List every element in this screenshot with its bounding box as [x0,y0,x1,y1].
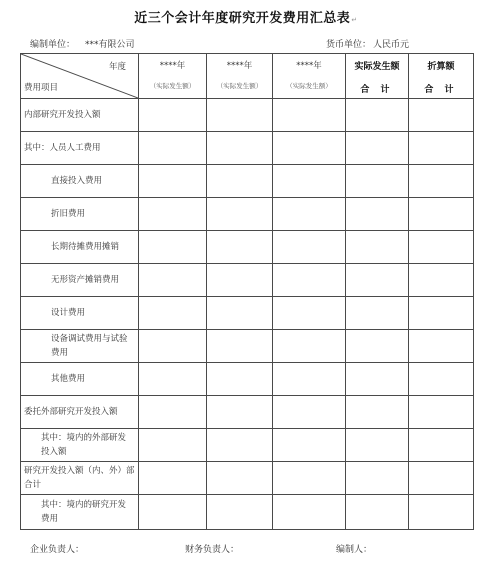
value-cell[interactable] [139,264,207,297]
preparing-unit [30,37,135,50]
row-label: 其中：境内的外部研发投入额 [41,433,127,457]
table-row [21,363,474,396]
row-label: 长期待摊费用摊销 [51,242,120,252]
actual-total-header: 实际发生额 [354,62,400,72]
row-label: 无形资产摊销费用 [51,275,120,285]
currency-unit [326,37,409,50]
value-cell[interactable] [273,99,346,132]
value-cell[interactable] [139,363,207,396]
value-cell[interactable] [139,495,207,530]
row-label: 委托外部研究开发投入额 [24,407,118,417]
value-cell[interactable] [273,132,346,165]
table-row [21,330,474,363]
table-row [21,132,474,165]
value-cell[interactable] [207,165,273,198]
legal-person-signature [30,542,84,555]
value-cell[interactable] [139,231,207,264]
corner-cell [21,54,139,99]
value-cell[interactable] [139,396,207,429]
value-cell[interactable] [207,198,273,231]
year-column-2 [207,54,273,99]
preparer-label: 编制人： [336,545,373,555]
value-cell[interactable] [346,99,409,132]
value-cell[interactable] [207,231,273,264]
table-row [21,264,474,297]
value-cell[interactable] [346,297,409,330]
row-label: 设备调试费用与试验费用 [51,334,128,358]
table-header-row [21,54,474,99]
table-row [21,198,474,231]
value-cell[interactable] [409,198,474,231]
table-row [21,429,474,462]
value-cell[interactable] [139,132,207,165]
value-cell[interactable] [273,462,346,495]
value-cell[interactable] [273,165,346,198]
value-cell[interactable] [273,363,346,396]
value-cell[interactable] [273,231,346,264]
row-label-cell [21,132,139,165]
value-cell[interactable] [273,429,346,462]
row-label-cell [21,165,139,198]
value-cell[interactable] [409,132,474,165]
row-label-cell [21,396,139,429]
row-label: 其他费用 [51,374,86,384]
converted-total-header: 折算额 [427,62,455,72]
preparer-signature [336,542,372,555]
value-cell[interactable] [139,462,207,495]
value-cell[interactable] [409,99,474,132]
value-cell[interactable] [207,495,273,530]
value-cell[interactable] [409,330,474,363]
row-label-cell [21,99,139,132]
row-label-cell [21,330,139,363]
value-cell[interactable] [409,363,474,396]
row-label: 直接投入费用 [51,176,103,186]
value-cell[interactable] [207,264,273,297]
preparing-unit-label: 编制单位： [30,40,76,50]
year-label: ****年 [159,61,186,71]
table-row [21,297,474,330]
value-cell[interactable] [207,330,273,363]
row-label-cell [21,495,139,530]
value-cell[interactable] [346,363,409,396]
form-title [0,7,492,26]
value-cell[interactable] [409,396,474,429]
value-cell[interactable] [207,429,273,462]
value-cell[interactable] [346,165,409,198]
row-label: 其中：境内的研究开发费用 [41,500,127,524]
row-label-cell [21,363,139,396]
value-cell[interactable] [273,495,346,530]
finance-person-signature [185,542,239,555]
table-row [21,99,474,132]
value-cell[interactable] [207,297,273,330]
currency-unit-label: 货币单位： [326,40,372,50]
value-cell[interactable] [409,462,474,495]
value-cell[interactable] [346,462,409,495]
value-cell[interactable] [273,297,346,330]
currency-unit-value: 人民币元 [373,40,410,50]
paragraph-mark: ↵ [351,16,358,24]
value-cell[interactable] [139,99,207,132]
year-label: ****年 [226,61,253,71]
row-label-cell [21,429,139,462]
row-label: 设计费用 [51,308,86,318]
value-cell[interactable] [409,297,474,330]
row-label: 其中：人员人工费用 [24,143,101,153]
converted-total-column [409,54,474,99]
table-row [21,462,474,495]
value-cell[interactable] [273,198,346,231]
corner-item-label: 费用项目 [24,83,59,93]
year-sub-label: （实际发生额） [286,82,332,90]
row-label-cell [21,297,139,330]
value-cell[interactable] [346,429,409,462]
row-label: 折旧费用 [51,209,86,219]
legal-person-label: 企业负责人： [30,545,85,555]
value-cell[interactable] [207,462,273,495]
finance-person-label: 财务负责人： [185,545,240,555]
table-row [21,165,474,198]
table-row [21,495,474,530]
actual-total-sub: 合 计 [360,85,394,95]
year-sub-label: （实际发生额） [216,82,263,90]
value-cell[interactable] [409,495,474,530]
value-cell[interactable] [139,429,207,462]
year-column-3 [273,54,346,99]
actual-total-column [346,54,409,99]
table-row [21,231,474,264]
value-cell[interactable] [273,396,346,429]
value-cell[interactable] [346,132,409,165]
value-cell[interactable] [207,363,273,396]
converted-total-sub: 合 计 [424,85,458,95]
row-label: 内部研究开发投入额 [24,110,101,120]
value-cell[interactable] [207,132,273,165]
row-label-cell [21,264,139,297]
value-cell[interactable] [409,231,474,264]
value-cell[interactable] [346,495,409,530]
row-label: 研究开发投入额（内、外）部合计 [24,466,135,490]
value-cell[interactable] [346,330,409,363]
row-label-cell [21,462,139,495]
year-sub-label: （实际发生额） [149,82,196,90]
value-cell[interactable] [409,165,474,198]
value-cell[interactable] [346,396,409,429]
value-cell[interactable] [346,198,409,231]
value-cell[interactable] [139,330,207,363]
corner-year-label: 年度 [108,62,126,72]
year-column-1 [139,54,207,99]
preparing-unit-value: ***有限公司 [85,40,135,50]
value-cell[interactable] [409,429,474,462]
value-cell[interactable] [273,264,346,297]
value-cell[interactable] [139,297,207,330]
year-label: ****年 [296,61,322,71]
rd-expense-table [20,53,474,530]
value-cell[interactable] [139,198,207,231]
value-cell[interactable] [207,396,273,429]
value-cell[interactable] [139,165,207,198]
value-cell[interactable] [346,231,409,264]
value-cell[interactable] [409,264,474,297]
row-label-cell [21,231,139,264]
value-cell[interactable] [207,99,273,132]
value-cell[interactable] [273,330,346,363]
row-label-cell [21,198,139,231]
table-row [21,396,474,429]
form-title-text: 近三个会计年度研究开发费用汇总表 [134,11,351,26]
value-cell[interactable] [346,264,409,297]
